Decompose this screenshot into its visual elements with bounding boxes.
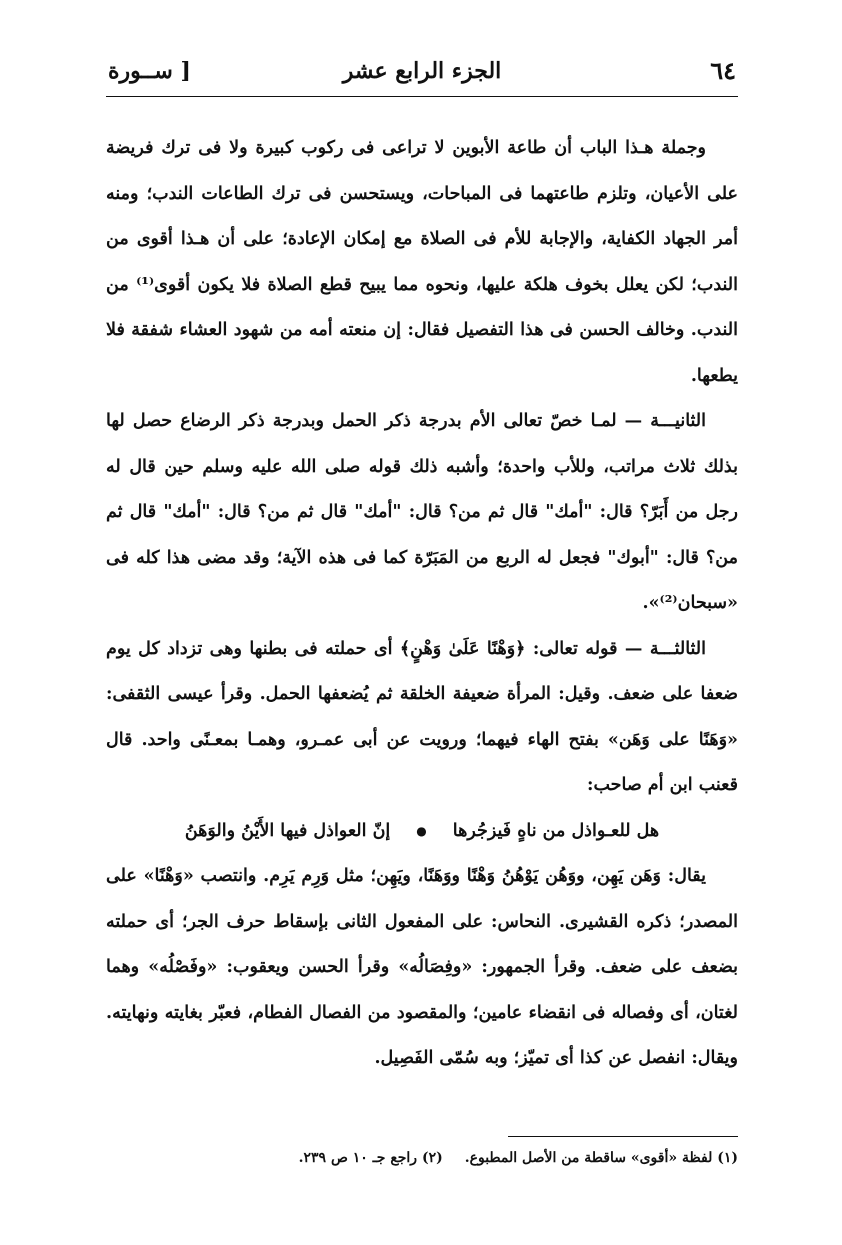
body-text	[106, 126, 738, 1082]
footnotes	[106, 1146, 738, 1170]
verse-second-hemistich: إنّ العواذل فيها الأَيْنُ والوَهَنُ	[184, 820, 391, 841]
page-header	[108, 52, 736, 94]
paragraph-4: يقال: وَهَن يَهِن، ووَهُن يَوْهُنُ وَهْنًا ووَهَنًا، ويَهِن؛ مثل وَرِم يَرِم. وانتصب «وَهْنًا» على المصدر؛ ذكره القشيرى. النحاس: على المفعول الثانى بإسقاط حرف الجر؛ أى حملته بضعف على ضعف. وقرأ الجمهور: «وفِصَالُه» وقرأ الحسن ويعقوب: «وفَصْلُه» وهما لغتان، أى وفصاله فى انقضاء عامين؛ والمقصود من الفصال الفطام، فعبّر بغايته ونهايته. ويقال: انفصل عن كذا أى تميّز؛ وبه سُمّى الفَصِيل.	[106, 866, 738, 1068]
paragraph-2: الثانيـــة — لمـا خصّ تعالى الأم بدرجة ذكر الحمل وبدرجة ذكر الرضاع حصل لها بذلك ثلاث مراتب، وللأب واحدة؛ وأشبه ذلك قوله صلى الله عليه وسلم حين قال له رجل من أَبَرّ؟ قال: "أمك" قال ثم من؟ قال: "أمك" قال ثم من؟ قال: "أمك" قال ثم من؟ قال: "أبوك" فجعل له الربع من المَبَرّة كما فى هذه الآية؛ وقد مضى هذا كله فى «سبحان⁽²⁾».	[106, 411, 738, 613]
poetry-verse	[106, 809, 738, 855]
footnote-rule	[508, 1136, 738, 1137]
footnote-2: (٢) راجع جـ ١٠ ص ٢٣٩.	[298, 1150, 443, 1166]
surah-label: [ ســورة	[108, 58, 191, 84]
page-number: ٦٤	[710, 56, 736, 85]
paragraph-3: الثالثـــة — قوله تعالى: ﴿وَهْنًا عَلَىٰ وَهْنٍ﴾ أى حملته فى بطنها وهى تزداد كل يوم ضعفا على ضعف. وقيل: المرأة ضعيفة الخلقة ثم يُضعفها الحمل. وقرأ عيسى الثقفى: «وَهَنًا على وَهَن» بفتح الهاء فيهما؛ ورويت عن أبى عمـرو، وهمـا بمعـنًى واحد. قال قعنب ابن أم صاحب:	[106, 638, 738, 795]
paragraph-1: وجملة هـذا الباب أن طاعة الأبوين لا تراعى فى ركوب كبيرة ولا فى ترك فريضة على الأعيان، وتلزم طاعتهما فى المباحات، ويستحسن فى ترك الطاعات الندب؛ ومنه أمر الجهاد الكفاية، والإجابة للأم فى الصلاة مع إمكان الإعادة؛ على أن هـذا أقوى من الندب؛ لكن يعلل بخوف هلكة عليها، ونحوه مما يبيح قطع الصلاة فلا يكون أقوى⁽¹⁾ من الندب. وخالف الحسن فى هذا التفصيل فقال: إن منعته أمه من شهود العشاء شفقة فلا يطعها.	[106, 138, 738, 386]
running-title: الجزء الرابع عشر	[342, 58, 502, 84]
verse-first-hemistich: هل للعـواذل من ناهٍ فَيزجُرها	[452, 820, 660, 841]
header-rule	[106, 96, 738, 97]
verse-separator: ●	[416, 823, 427, 838]
footnote-1: (١) لفظة «أقوى» ساقطة من الأصل المطبوع.	[464, 1150, 738, 1166]
